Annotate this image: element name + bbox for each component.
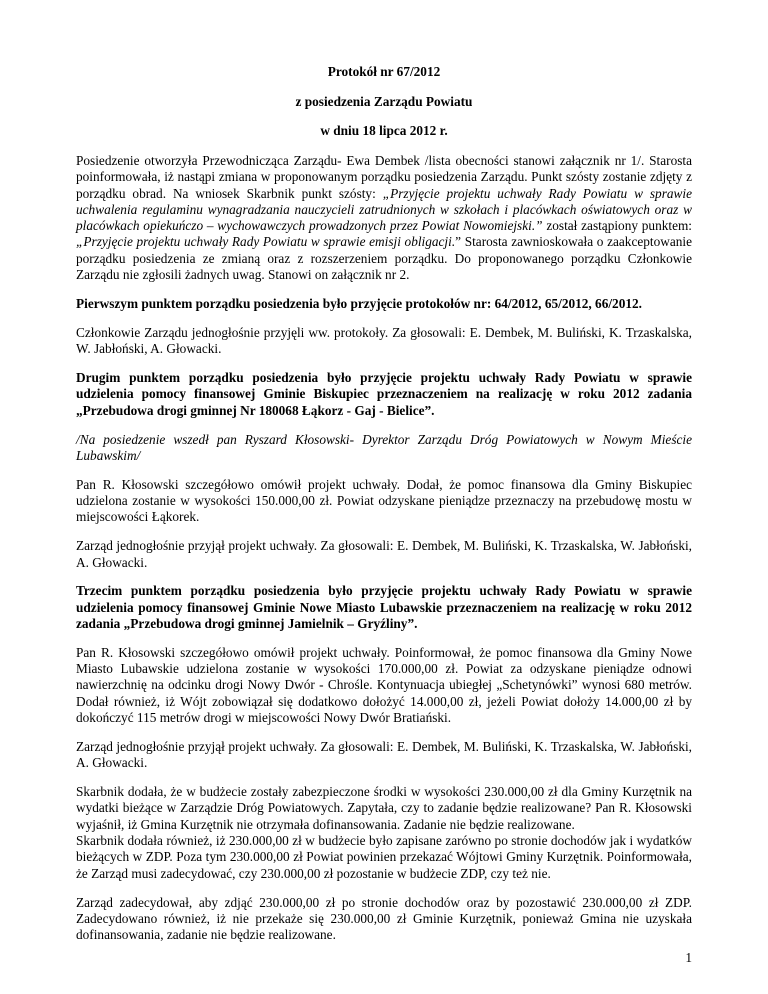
paragraph-vote-1: Członkowie Zarządu jednogłośnie przyjęli ww. protokoły. Za głosowali: E. Dembek, M. Buliński, K. Trzaskalska, W. Jabłoński, A. Głowacki. xyxy=(76,324,692,357)
paragraph-discussion-2: Pan R. Kłosowski szczegółowo omówił projekt uchwały. Dodał, że pomoc finansowa dla Gminy Biskupiec udzielona zostanie w wysokości 150.000,00 zł. Powiat odzyskane pieniądze przeznaczy na przebudowę mostu w miejscowości Łąkorek. xyxy=(76,476,692,525)
quoted-item-replacement: „Przyjęcie projektu uchwały Rady Powiatu w sprawie emisji obligacji. xyxy=(76,234,456,250)
paragraph-treasurer-2: Skarbnik dodała również, iż 230.000,00 zł w budżecie było zapisane zarówno po stronie dochodów jak i wydatków bieżących w ZDP. Poza tym 230.000,00 zł Powiat powinien przekazać Wójtowi Gminy Kurzętnik. Poinformowała, że Zarząd musi zadecydować, czy 230.000,00 zł pozostanie w budżecie ZDP, czy też nie. xyxy=(76,833,692,881)
protocol-date: w dniu 18 lipca 2012 r. xyxy=(320,123,448,138)
paragraph-vote-3: Zarząd jednogłośnie przyjął projekt uchwały. Za głosowali: E. Dembek, M. Buliński, K. Trzaskalska, W. Jabłoński, A. Głowacki. xyxy=(76,738,692,771)
paragraph-attendance-note: /Na posiedzenie wszedł pan Ryszard Kłosowski- Dyrektor Zarządu Dróg Powiatowych w Nowym Mieście Lubawskim/ xyxy=(76,431,692,463)
protocol-subtitle: z posiedzenia Zarządu Powiatu xyxy=(295,94,473,109)
quoted-item-original: „Przyjęcie projektu uchwały Rady Powiatu w sprawie uchwalenia regulaminu wynagradzania nauczycieli zatrudnionych w szkołach i placówkach oświatowych oraz w placówkach opiekuńczo – wychowawczych prowadzonych przez Powiat Nowomiejski.” xyxy=(76,185,692,234)
document-body xyxy=(76,153,692,956)
protocol-title: Protokół nr 67/2012 xyxy=(327,64,441,79)
paragraph-decision: Zarząd zadecydował, aby zdjąć 230.000,00 zł po stronie dochodów oraz by pozostawić 230.000,00 zł ZDP. Zadecydowano również, iż nie przekaże się 230.000,00 zł Gminie Kurzętnik, ponieważ Gmina nie uzyskała dofinansowania, zadanie nie będzie realizowane. xyxy=(76,894,692,943)
agenda-point-3: Trzecim punktem porządku posiedzenia było przyjęcie projektu uchwały Rady Powiatu w sprawie udzielenia pomocy finansowej Gminie Nowe Miasto Lubawskie przeznaczeniem na realizację w roku 2012 zadania „Przebudowa drogi gminnej Jamielnik – Gryźliny”. xyxy=(76,583,692,631)
agenda-point-1: Pierwszym punktem porządku posiedzenia było przyjęcie protokołów nr: 64/2012, 65/2012, 66/2012. xyxy=(76,295,642,311)
paragraph-vote-2: Zarząd jednogłośnie przyjął projekt uchwały. Za głosowali: E. Dembek, M. Buliński, K. Trzaskalska, W. Jabłoński, A. Głowacki. xyxy=(76,538,692,570)
paragraph-opening: Posiedzenie otworzyła Przewodnicząca Zarządu- Ewa Dembek /lista obecności stanowi załącznik nr 1/. Starosta poinformowała, iż nastąpi zmiana w proponowanym porządku posiedzenia Zarządu. Punkt szósty zostanie zdjęty z porządku obrad. Na wniosek Skarbnik punkt szósty: „Przyjęcie projektu uchwały Rady Powiatu w sprawie uchwalenia regulaminu wynagradzania nauczycieli zatrudnionych w szkołach i placówkach oświatowych oraz w placówkach opiekuńczo – wychowawczych prowadzonych przez Powiat Nowomiejski.” został zastąpiony punktem: „Przyjęcie projektu uchwały Rady Powiatu w sprawie emisji obligacji.” Starosta zawnioskowała o zaakceptowanie porządku posiedzenia ze zmianą oraz z rozszerzeniem porządku. Do proponowanego porządku Członkowie Zarządu nie zgłosili żadnych uwag. Stanowi on załącznik nr 2. xyxy=(76,153,693,283)
paragraph-treasurer-1: Skarbnik dodała, że w budżecie zostały zabezpieczone środki w wysokości 230.000,00 zł dla Gminy Kurzętnik na wydatki bieżące w Zarządzie Dróg Powiatowych. Zapytała, czy to zadanie będzie realizowane? Pan R. Kłosowski wyjaśnił, iż Gmina Kurzętnik nie otrzymała dofinansowania. Zadanie nie będzie realizowane. xyxy=(76,784,692,832)
agenda-point-2: Drugim punktem porządku posiedzenia było przyjęcie projektu uchwały Rady Powiatu w sprawie udzielenia pomocy finansowej Gminie Biskupiec przeznaczeniem na realizację w roku 2012 zadania „Przebudowa drogi gminnej Nr 180068 Łąkorz - Gaj - Bielice”. xyxy=(76,370,692,418)
page-number: 1 xyxy=(685,950,692,965)
paragraph-discussion-3: Pan R. Kłosowski szczegółowo omówił projekt uchwały. Poinformował, że pomoc finansowa dla Gminy Nowe Miasto Lubawskie udzielona zostanie w wysokości 170.000,00 zł. Powiat za odzyskane pieniądze odnowi nawierzchnię na odcinku drogi Nowy Dwór - Chrośle. Kontynuacja ubiegłej „Schetynówki” wynosi 680 metrów. Dodał również, iż Wójt zobowiązał się dodatkowo dołożyć 14.000,00 zł, jeżeli Powiat dołoży 14.000,00 zł by dokończyć 115 metrów drogi w miejscowości Nowy Dwór Bratiański. xyxy=(76,644,692,726)
